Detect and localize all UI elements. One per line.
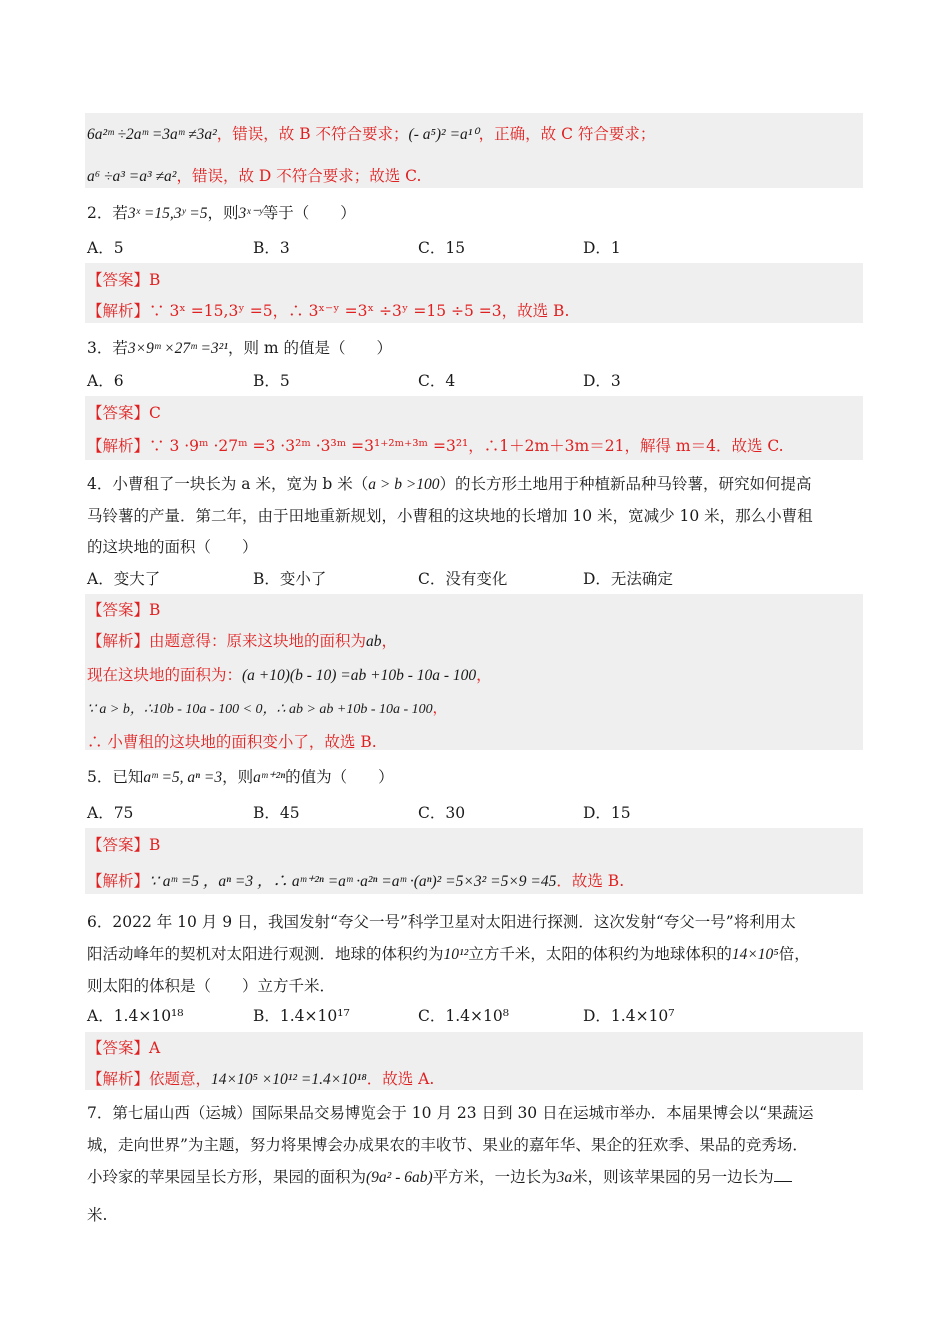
q4-stem-1a: 4．小曹租了一块长为 a 米，宽为 b 米（ [87, 475, 369, 493]
q4-option-d: D．无法确定 [583, 570, 673, 588]
q3-stem [87, 336, 392, 358]
q5-analysis-tail: ．故选 B. [556, 872, 625, 890]
q5-analysis-math: ∵ aᵐ =5 ，aⁿ =3 ，∴ aᵐ⁺²ⁿ =aᵐ ·a²ⁿ =aᵐ ·(aⁿ)² =5×3² =5×9 =45 [149, 873, 557, 890]
q5-stem [87, 765, 394, 787]
q1-analysis-line-1 [87, 122, 655, 144]
q2-analysis-math: ∵ 3ˣ =15,3ʸ =5，∴ 3ˣ⁻ʸ =3ˣ ÷3ʸ =15 ÷5 =3 [149, 302, 502, 320]
q4-answer: 【答案】B [87, 601, 161, 619]
q5-stem-math-2: aᵐ⁺²ⁿ [253, 769, 286, 786]
q4-analysis-line-3 [87, 698, 447, 718]
q6-option-a: A．1.4×10¹⁸ [87, 1007, 184, 1025]
q3-stem-suffix: ，则 m 的值是（ ） [227, 339, 393, 357]
q4-stem-line-3: 的这块地的面积（ ） [87, 538, 258, 556]
q6-stem-2a: 阳活动峰年的契机对太阳进行观测．地球的体积约为 [87, 945, 444, 963]
q4-analysis-line-1 [87, 629, 397, 651]
q6-option-d: D．1.4×10⁷ [583, 1007, 675, 1025]
q6-option-c: C．1.4×10⁸ [418, 1007, 509, 1025]
q1-math-3: a⁶ ÷a³ =a³ ≠a² [87, 168, 177, 185]
q4-analysis-3-math: ∵ a > b，∴10b - 10a - 100 < 0，∴ ab > ab +10b - 10a - 100 [87, 702, 433, 717]
q2-stem-suffix: 等于（ ） [262, 204, 356, 222]
q6-analysis-text: 依题意， [149, 1070, 212, 1088]
q6-analysis-label: 【解析】 [87, 1070, 150, 1088]
q4-stem-1b: ）的长方形土地用于种植新品种马铃薯，研究如何提高 [439, 475, 812, 493]
q7-stem-line-4: 米. [87, 1206, 108, 1224]
q2-analysis-label: 【解析】 [87, 302, 150, 320]
q7-stem-line-3 [87, 1165, 792, 1187]
q5-answer: 【答案】B [87, 836, 161, 854]
q3-analysis [87, 434, 784, 456]
q4-option-c: C．没有变化 [418, 570, 508, 588]
q4-option-b: B．变小了 [253, 570, 327, 588]
q6-stem-math-2: 14×10⁵ [731, 946, 779, 963]
q3-stem-prefix: 3．若 [87, 339, 128, 357]
q1-text-3: ，错误，故 D 不符合要求；故选 C. [176, 167, 422, 185]
q7-stem-line-2: 城，走向世界”为主题，努力将果博会办成果农的丰收节、果业的嘉年华、果企的狂欢季、果品的竞秀场． [87, 1136, 808, 1154]
q5-stem-suffix: 的值为（ ） [285, 768, 394, 786]
q3-analysis-tail: ，∴1＋2m＋3m＝21，解得 m＝4．故选 C. [468, 437, 784, 455]
q3-analysis-label: 【解析】 [87, 437, 150, 455]
q5-option-d: D．15 [583, 804, 631, 822]
q7-stem-3a: 小玲家的苹果园呈长方形，果园的面积为 [87, 1168, 367, 1186]
q3-option-b: B．5 [253, 372, 290, 390]
q2-stem-prefix: 2．若 [87, 204, 128, 222]
q6-stem-line-2 [87, 942, 810, 964]
q6-stem-math-1: 10¹² [443, 946, 469, 963]
q5-option-a: A．75 [87, 804, 134, 822]
q6-stem-2b: 立方千米，太阳的体积约为地球体积的 [468, 945, 732, 963]
q4-analysis-2-math: (a +10)(b - 10) =ab +10b - 10a - 100 [242, 667, 477, 684]
q4-option-a: A．变大了 [87, 570, 161, 588]
q2-option-c: C．15 [418, 239, 466, 257]
q5-stem-prefix: 5．已知 [87, 768, 144, 786]
q6-stem-2c: 倍， [778, 945, 810, 963]
q4-analysis-3-end: ， [432, 701, 447, 717]
q4-stem-math: a > b >100 [368, 476, 440, 493]
q4-analysis-1-end: ， [381, 632, 398, 650]
q2-stem [87, 201, 356, 223]
q6-analysis [87, 1067, 434, 1089]
q2-answer: 【答案】B [87, 271, 161, 289]
q3-answer: 【答案】C [87, 404, 161, 422]
q2-option-b: B．3 [253, 239, 290, 257]
q2-stem-math: 3ˣ =15,3ʸ =5 [127, 205, 208, 222]
q1-analysis-line-2 [87, 164, 421, 186]
q5-stem-math: aᵐ =5, aⁿ =3 [143, 769, 223, 786]
q4-analysis-line-2 [87, 663, 492, 685]
q3-stem-math: 3×9ᵐ ×27ᵐ =3²¹ [127, 340, 228, 357]
q5-stem-mid: ，则 [222, 768, 254, 786]
q1-text-1: ，错误，故 B 不符合要求； [216, 125, 409, 143]
q4-analysis-line-4: ∴ 小曹租的这块地的面积变小了，故选 B. [87, 733, 377, 751]
q5-analysis-label: 【解析】 [87, 872, 150, 890]
q6-answer: 【答案】A [87, 1039, 161, 1057]
q5-option-b: B．45 [253, 804, 300, 822]
q2-stem-math-2: 3ˣ⁻ʸ [238, 205, 263, 222]
q2-option-a: A．5 [87, 239, 124, 257]
q4-analysis-2-end: ， [476, 666, 492, 684]
q2-option-d: D．1 [583, 239, 621, 257]
q6-stem-line-1: 6．2022 年 10 月 9 日，我国发射“夸父一号”科学卫星对太阳进行探测．这次发射“夸父一号”将利用太 [87, 913, 796, 931]
q5-analysis [87, 869, 624, 891]
q3-option-d: D．3 [583, 372, 621, 390]
q2-analysis [87, 299, 569, 321]
q1-math-1: 6a²ᵐ ÷2aᵐ =3aᵐ ≠3a² [87, 126, 217, 143]
q7-answer-blank [774, 1169, 792, 1182]
q7-stem-3b: 平方米，一边长为 [432, 1168, 557, 1186]
q4-stem-line-2: 马铃薯的产量．第二年，由于田地重新规划，小曹租的这块地的长增加 10 米，宽减少 10 米，那么小曹租 [87, 507, 813, 525]
q4-analysis-1: 由题意得：原来这块地的面积为 [149, 632, 367, 650]
q2-stem-mid: ，则 [207, 204, 239, 222]
q3-analysis-math: ∵ 3 ·9ᵐ ·27ᵐ =3 ·3²ᵐ ·3³ᵐ =3¹⁺²ᵐ⁺³ᵐ =3²¹ [149, 437, 469, 455]
q6-option-b: B．1.4×10¹⁷ [253, 1007, 350, 1025]
q6-analysis-math: 14×10⁵ ×10¹² =1.4×10¹⁸ [211, 1071, 367, 1088]
q4-stem-line-1 [87, 472, 812, 494]
q7-stem-3c: 米，则该苹果园的另一边长为 [572, 1168, 774, 1186]
q4-analysis-1-math: ab [366, 633, 382, 650]
q7-stem-math-2: 3a [556, 1169, 573, 1186]
q6-analysis-tail: ．故选 A. [366, 1070, 435, 1088]
q4-analysis-label: 【解析】 [87, 632, 150, 650]
q3-option-c: C．4 [418, 372, 456, 390]
q7-stem-math-1: (9a² - 6ab) [366, 1169, 433, 1186]
q6-stem-line-3: 则太阳的体积是（ ）立方千米． [87, 977, 336, 995]
q5-option-c: C．30 [418, 804, 466, 822]
q2-analysis-tail: ，故选 B. [501, 302, 570, 320]
q3-option-a: A．6 [87, 372, 124, 390]
q4-analysis-2: 现在这块地的面积为： [87, 666, 243, 684]
q7-stem-line-1: 7．第七届山西（运城）国际果品交易博览会于 10 月 23 日到 30 日在运城市举办．本届果博会以“果蔬运 [87, 1104, 814, 1122]
q1-text-2: ，正确，故 C 符合要求； [478, 125, 656, 143]
q1-math-2: (- a⁵)² =a¹⁰ [408, 126, 479, 143]
